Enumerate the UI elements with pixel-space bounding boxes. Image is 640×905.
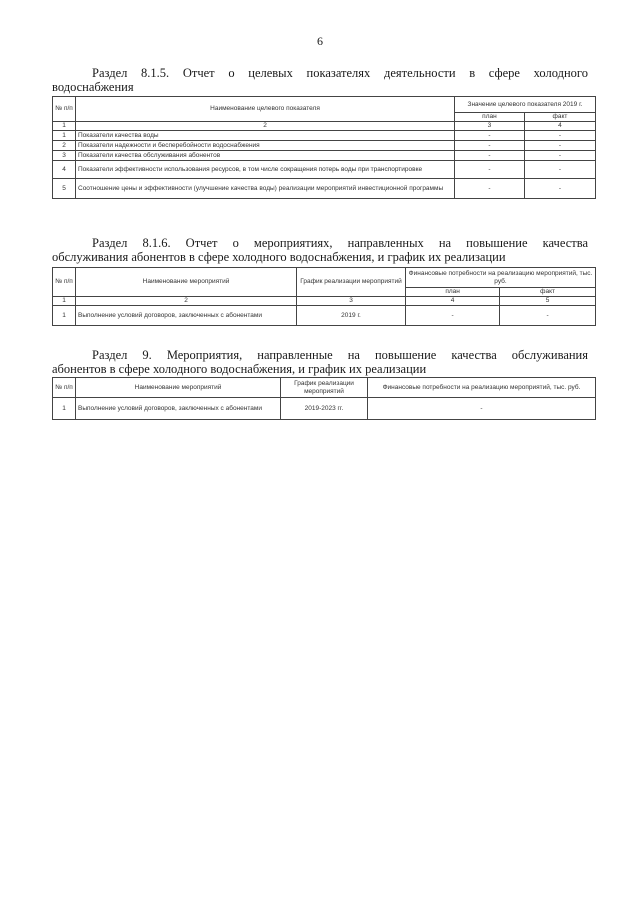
row-name: Показатели надежности и бесперебойности водоснабжения bbox=[76, 141, 455, 151]
heading-line: абонентов в сфере холодного водоснабжения, и график их реализации bbox=[52, 362, 427, 376]
row-name: Показатели эффективности использования ресурсов, в том числе сокращения потерь воды при транспортировке bbox=[76, 161, 455, 179]
row-schedule: 2019 г. bbox=[297, 306, 406, 326]
row-num: 3 bbox=[53, 151, 76, 161]
table-row bbox=[53, 131, 596, 141]
row-name: Показатели качества воды bbox=[76, 131, 455, 141]
col-fact-header: факт bbox=[500, 288, 596, 297]
row-plan: - bbox=[455, 131, 525, 141]
col-name-header: Наименование целевого показателя bbox=[76, 97, 455, 122]
page-number: 6 bbox=[317, 34, 323, 48]
row-plan: - bbox=[455, 179, 525, 199]
table-row bbox=[53, 141, 596, 151]
row-plan: - bbox=[455, 151, 525, 161]
numbering-cell: 4 bbox=[406, 297, 500, 306]
row-finance: - bbox=[368, 398, 596, 420]
row-plan: - bbox=[406, 306, 500, 326]
numbering-cell: 3 bbox=[455, 122, 525, 131]
heading-line: Раздел 9. Мероприятия, направленные на повышение качества обслуживания bbox=[92, 348, 588, 362]
row-fact: - bbox=[524, 161, 595, 179]
numbering-cell: 2 bbox=[76, 297, 297, 306]
section-heading-8-1-5 bbox=[52, 66, 588, 94]
activities-report-table bbox=[52, 267, 596, 326]
col-finance-header: Финансовые потребности на реализацию мероприятий, тыс. руб. bbox=[368, 378, 596, 398]
table-row bbox=[53, 151, 596, 161]
col-plan-header: план bbox=[406, 288, 500, 297]
col-name-header: Наименование мероприятий bbox=[76, 268, 297, 297]
row-fact: - bbox=[524, 141, 595, 151]
row-name: Выполнение условий договоров, заключенных с абонентами bbox=[76, 398, 281, 420]
table-row bbox=[53, 179, 596, 199]
heading-line: Раздел 8.1.5. Отчет о целевых показателях деятельности в сфере холодного bbox=[92, 66, 588, 80]
row-name: Показатели качества обслуживания абонентов bbox=[76, 151, 455, 161]
row-plan: - bbox=[455, 161, 525, 179]
row-plan: - bbox=[455, 141, 525, 151]
activities-plan-table bbox=[52, 377, 596, 420]
col-schedule-header: График реализации мероприятий bbox=[297, 268, 406, 297]
table-row bbox=[53, 161, 596, 179]
heading-line: обслуживания абонентов в сфере холодного водоснабжения, и график их реализации bbox=[52, 250, 506, 264]
numbering-cell: 1 bbox=[53, 297, 76, 306]
col-num-header: № п/п bbox=[53, 378, 76, 398]
table-row bbox=[53, 398, 596, 420]
row-num: 2 bbox=[53, 141, 76, 151]
heading-line: Раздел 8.1.6. Отчет о мероприятиях, направленных на повышение качества bbox=[92, 236, 588, 250]
numbering-cell: 2 bbox=[76, 122, 455, 131]
row-num: 5 bbox=[53, 179, 76, 199]
heading-line: водоснабжения bbox=[52, 80, 134, 94]
numbering-cell: 4 bbox=[524, 122, 595, 131]
table-row bbox=[53, 306, 596, 326]
col-fact-header: факт bbox=[524, 113, 595, 122]
row-num: 1 bbox=[53, 398, 76, 420]
col-finance-header: Финансовые потребности на реализацию мероприятий, тыс. руб. bbox=[406, 268, 596, 288]
row-fact: - bbox=[500, 306, 596, 326]
row-num: 1 bbox=[53, 306, 76, 326]
row-name: Соотношение цены и эффективности (улучшение качества воды) реализации мероприятий инвестиционной программы bbox=[76, 179, 455, 199]
numbering-cell: 1 bbox=[53, 122, 76, 131]
row-fact: - bbox=[524, 179, 595, 199]
col-num-header: № п/п bbox=[53, 268, 76, 297]
row-schedule: 2019-2023 гг. bbox=[281, 398, 368, 420]
row-fact: - bbox=[524, 151, 595, 161]
col-num-header: № п/п bbox=[53, 97, 76, 122]
row-fact: - bbox=[524, 131, 595, 141]
col-schedule-header: График реализации мероприятий bbox=[281, 378, 368, 398]
col-value-header: Значение целевого показателя 2019 г. bbox=[455, 97, 596, 113]
col-name-header: Наименование мероприятий bbox=[76, 378, 281, 398]
col-plan-header: план bbox=[455, 113, 525, 122]
row-num: 4 bbox=[53, 161, 76, 179]
section-heading-9 bbox=[52, 348, 588, 376]
section-heading-8-1-6 bbox=[52, 236, 588, 264]
numbering-cell: 5 bbox=[500, 297, 596, 306]
row-name: Выполнение условий договоров, заключенных с абонентами bbox=[76, 306, 297, 326]
target-indicators-table bbox=[52, 96, 596, 199]
row-num: 1 bbox=[53, 131, 76, 141]
numbering-cell: 3 bbox=[297, 297, 406, 306]
